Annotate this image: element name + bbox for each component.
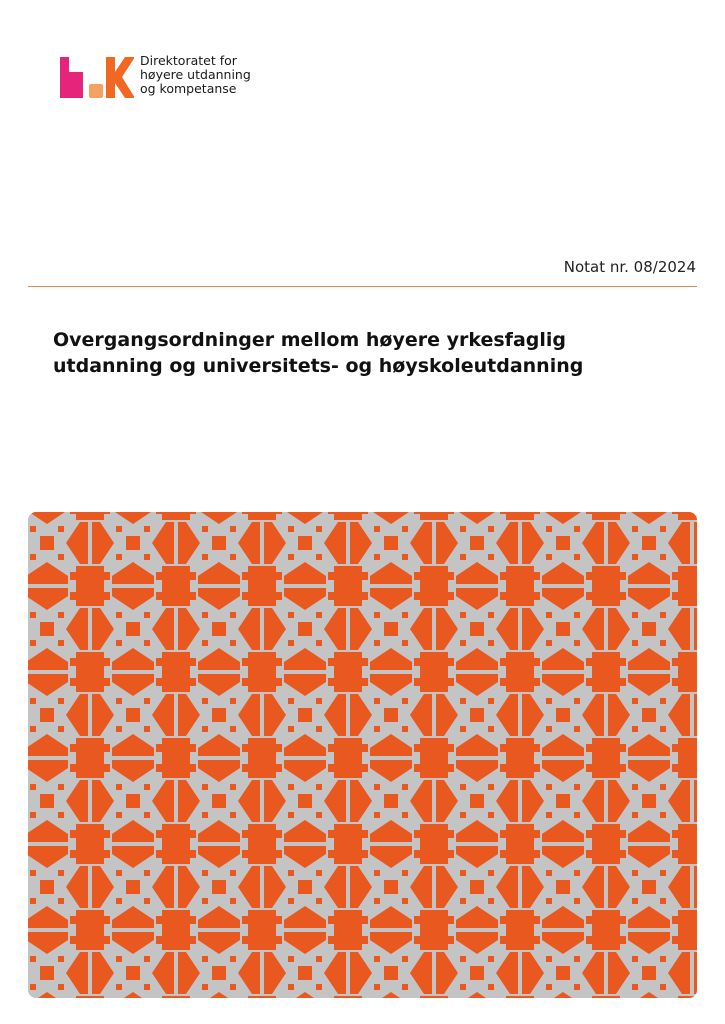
title-line-1: Overgangsordninger mellom høyere yrkesfaglig	[53, 329, 566, 351]
report-number: Notat nr. 08/2024	[563, 258, 696, 276]
divider	[28, 286, 697, 287]
document-title	[53, 327, 653, 379]
title-line-2: utdanning og universitets- og høyskoleutdanning	[53, 355, 584, 377]
pattern-svg	[28, 512, 697, 998]
hk-logo	[58, 53, 278, 103]
hk-logo-mark	[58, 53, 134, 101]
logo-text	[140, 54, 251, 96]
logo-line-2: høyere utdanning	[140, 67, 251, 82]
logo-line-3: og kompetanse	[140, 81, 237, 96]
cover-pattern	[28, 512, 697, 998]
logo-line-1: Direktoratet for	[140, 53, 237, 68]
